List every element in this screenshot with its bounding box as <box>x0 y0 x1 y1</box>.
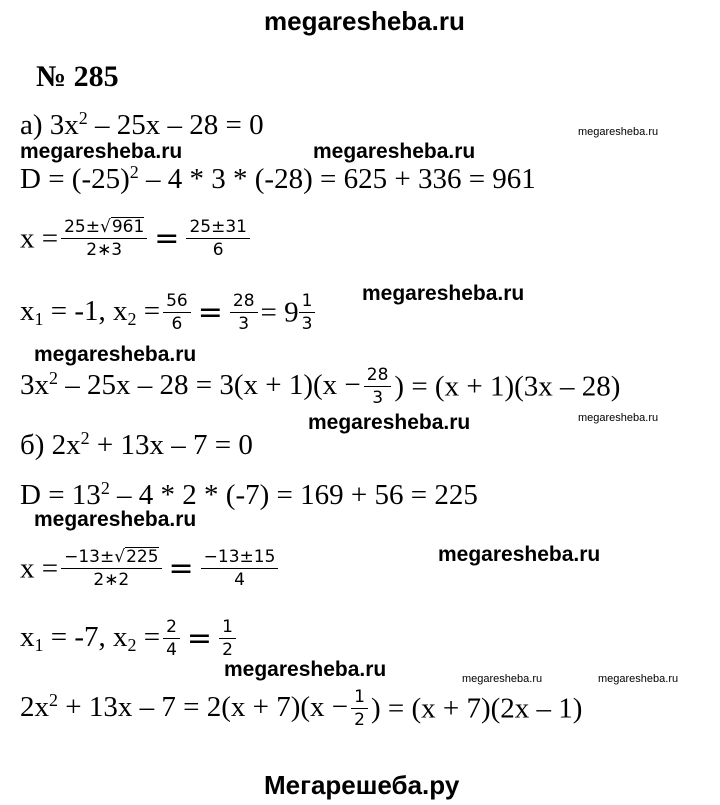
problem-number: № 285 <box>36 60 119 93</box>
watermark: megaresheba.ru <box>20 140 183 163</box>
watermark: megaresheba.ru <box>438 543 601 566</box>
watermark: megaresheba.ru <box>34 508 197 531</box>
part-a-x-formula: x = $\frac{25\pm√961}{2∗3}$ = $\frac{25\pm 31}{6}$ <box>20 216 253 261</box>
part-b-roots: $x_1 = -7$, $x_2$ = $\frac{2}{4}$ = $\frac{1}{2}$ <box>20 616 239 661</box>
watermark-small: megaresheba.ru <box>462 673 543 685</box>
fraction: $\frac{56}{6}$ <box>163 290 191 335</box>
part-b-discriminant: $D = 13^2 - 4 * 2 * (-7) = 169 + 56 = 225$ <box>20 478 478 511</box>
watermark: megaresheba.ru <box>308 411 471 434</box>
part-a-equation: а) $3x^2 - 25x - 28 = 0$ <box>20 108 264 141</box>
fraction: $\frac{2}{4}$ <box>163 616 180 661</box>
fraction: $\frac{-13\pm 15}{4}$ <box>201 546 279 591</box>
footer-watermark: Мегарешеба.ру <box>264 770 460 800</box>
part-a-factorization: $3x^2 - 25x - 28 = 3(x + 1)(x$ − $\frac{28}{3}$ ) = (x + 1)(3x – 28) <box>20 365 621 408</box>
part-a-roots: $x_1 = -1$, $x_2$ = $\frac{56}{6}$ = $\frac{28}{3}$ = 9 $\frac{1}{3}$ <box>20 290 318 335</box>
watermark-small: megaresheba.ru <box>578 412 659 424</box>
watermark: megaresheba.ru <box>224 658 387 681</box>
part-b-equation: б) $2x^2 + 13x - 7 = 0$ <box>20 428 253 461</box>
fraction: $\frac{1}{3}$ <box>299 290 316 335</box>
watermark: megaresheba.ru <box>362 282 525 305</box>
header-watermark: megaresheba.ru <box>264 6 465 36</box>
fraction: $\frac{25\pm 31}{6}$ <box>186 216 250 261</box>
part-b-factorization: $2x^2 + 13x - 7 = 2(x + 7)(x$ − $\frac{1}{2}$ ) = (x + 7)(2x – 1) <box>20 687 583 730</box>
fraction: $\frac{1}{2}$ <box>219 616 236 661</box>
watermark-small: megaresheba.ru <box>598 673 679 685</box>
part-b-x-formula: x = $\frac{-13\pm√225}{2∗2}$ = $\frac{-13\pm 15}{4}$ <box>20 546 281 591</box>
fraction: $\frac{25\pm√961}{2∗3}$ <box>61 216 147 261</box>
fraction: $\frac{-13\pm√225}{2∗2}$ <box>61 546 161 591</box>
part-a-label: а) <box>20 109 43 141</box>
watermark: megaresheba.ru <box>313 140 476 163</box>
watermark: megaresheba.ru <box>34 343 197 366</box>
part-b-label: б) <box>20 429 45 461</box>
part-a-discriminant: $D = (-25)^2 - 4 * 3 * (-28) = 625 + 336 = 961$ <box>20 162 536 195</box>
fraction: $\frac{28}{3}$ <box>364 364 392 409</box>
fraction: $\frac{28}{3}$ <box>230 290 258 335</box>
fraction: $\frac{1}{2}$ <box>351 686 368 731</box>
watermark-small: megaresheba.ru <box>578 126 659 138</box>
